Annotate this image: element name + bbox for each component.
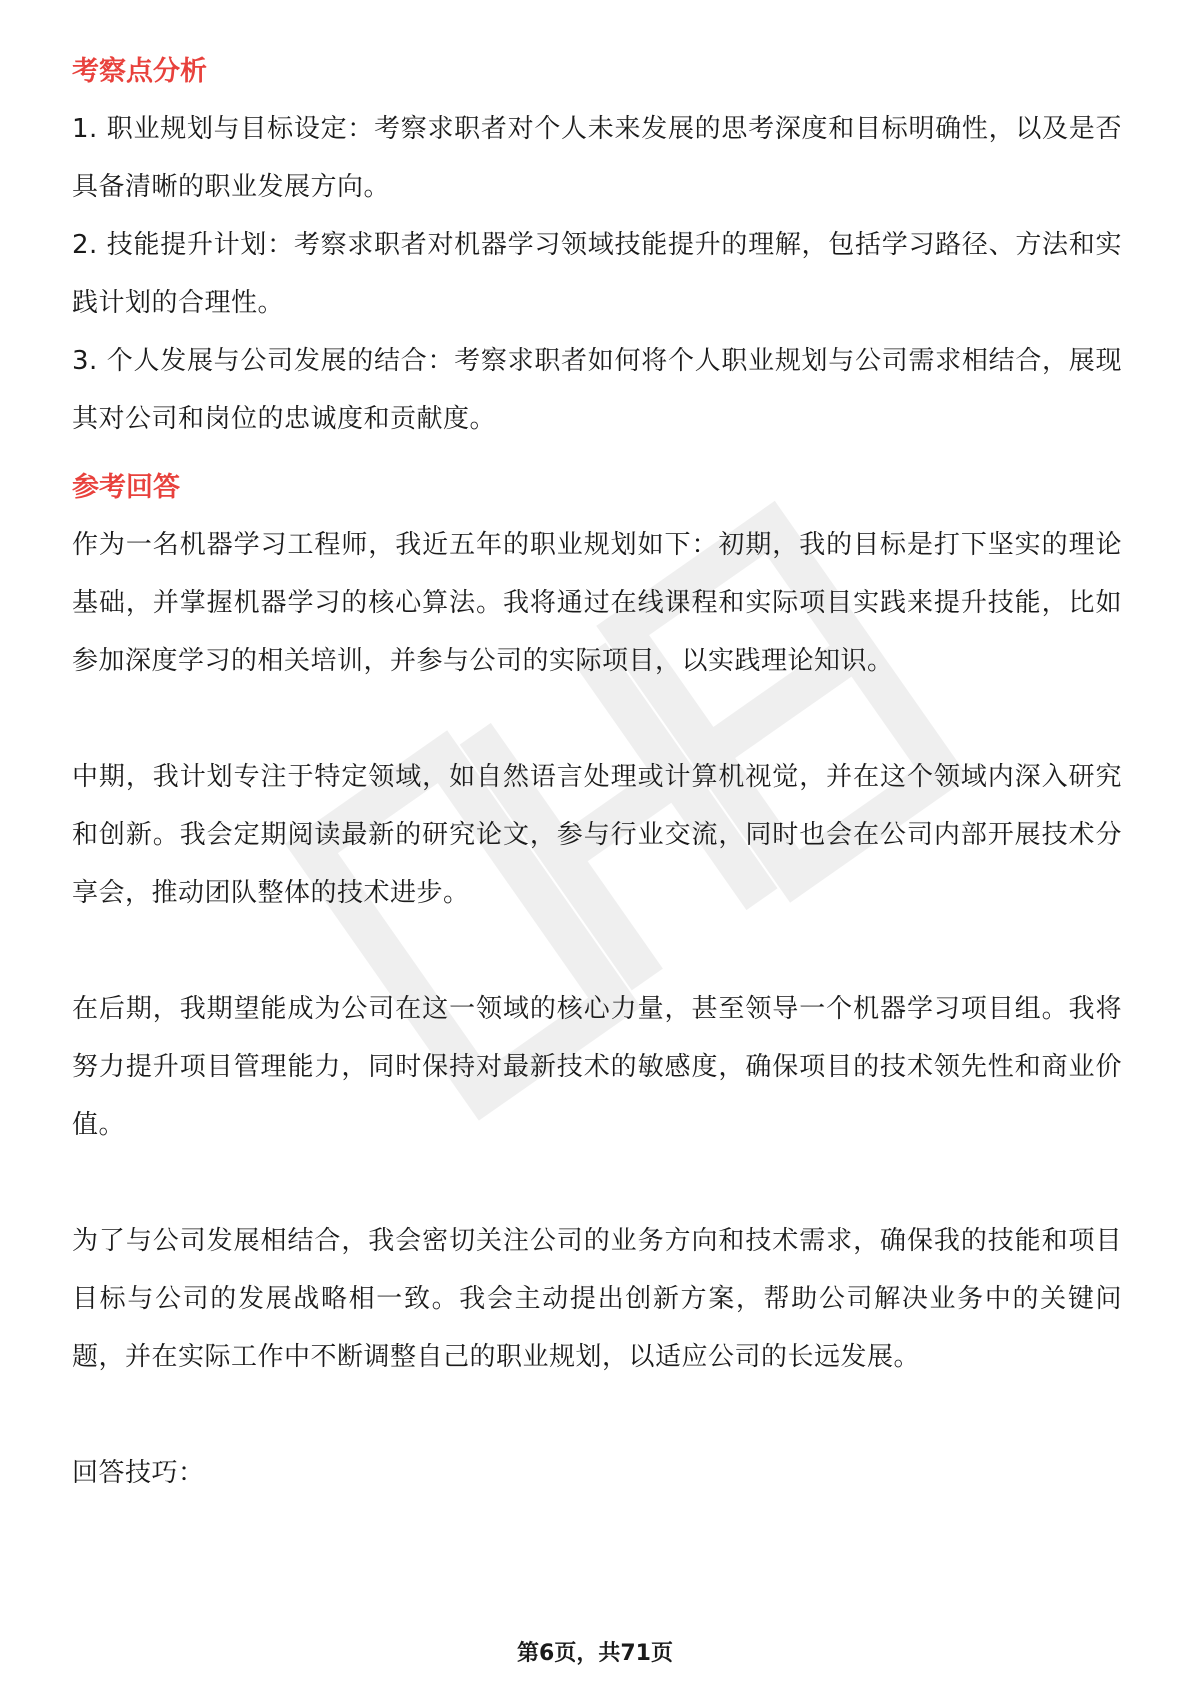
tips-label: 回答技巧： xyxy=(72,1458,205,1488)
page-number: 第6页，共71页 xyxy=(517,1641,673,1666)
answer-heading: 参考回答 xyxy=(72,472,180,503)
analysis-item: 3. 个人发展与公司发展的结合：考察求职者如何将个人职业规划与公司需求相结合，展现其对公司和岗位的忠诚度和贡献度。 xyxy=(72,346,1122,434)
main-content xyxy=(72,44,1122,1502)
analysis-heading: 考察点分析 xyxy=(72,56,207,87)
answer-paragraph: 作为一名机器学习工程师，我近五年的职业规划如下：初期，我的目标是打下坚实的理论基础，并掌握机器学习的核心算法。我将通过在线课程和实际项目实践来提升技能，比如参加深度学习的相关培训，并参与公司的实际项目，以实践理论知识。 xyxy=(72,530,1122,676)
answer-paragraph: 中期，我计划专注于特定领域，如自然语言处理或计算机视觉，并在这个领域内深入研究和创新。我会定期阅读最新的研究论文，参与行业交流，同时也会在公司内部开展技术分享会，推动团队整体的技术进步。 xyxy=(72,762,1122,908)
answer-paragraph: 为了与公司发展相结合，我会密切关注公司的业务方向和技术需求，确保我的技能和项目目标与公司的发展战略相一致。我会主动提出创新方案，帮助公司解决业务中的关键问题，并在实际工作中不断调整自己的职业规划，以适应公司的长远发展。 xyxy=(72,1226,1122,1372)
answer-paragraph: 在后期，我期望能成为公司在这一领域的核心力量，甚至领导一个机器学习项目组。我将努力提升项目管理能力，同时保持对最新技术的敏感度，确保项目的技术领先性和商业价值。 xyxy=(72,994,1122,1140)
analysis-item: 1. 职业规划与目标设定：考察求职者对个人未来发展的思考深度和目标明确性，以及是否具备清晰的职业发展方向。 xyxy=(72,114,1122,202)
analysis-item: 2. 技能提升计划：考察求职者对机器学习领域技能提升的理解，包括学习路径、方法和实践计划的合理性。 xyxy=(72,230,1122,318)
